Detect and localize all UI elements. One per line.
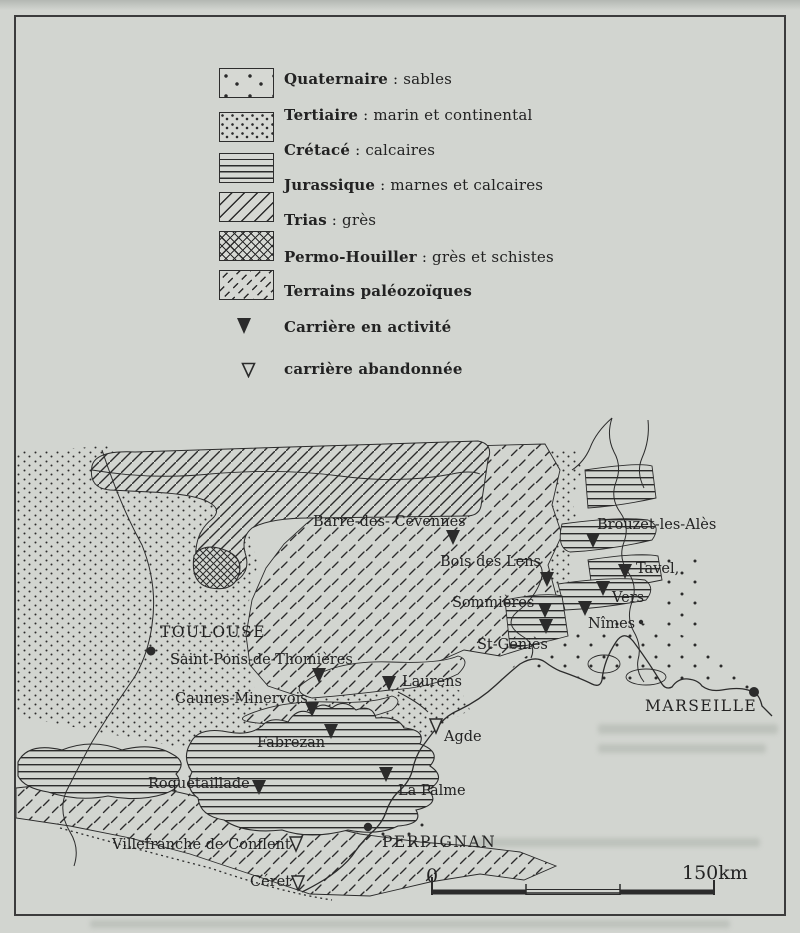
map-label-brouzet-les-ales: Brouzet-les-Alès: [597, 517, 717, 533]
legend-symbol-label: Carrière en activité: [284, 318, 452, 336]
legend-term: Permo-Houiller: [284, 248, 417, 266]
map-label-roquetaillade: Roquetaillade: [148, 776, 250, 792]
map-label-st-genies: St-Géniès: [477, 637, 548, 653]
legend-desc: : grès: [326, 211, 377, 229]
scale-max-label: 150km: [682, 862, 748, 884]
legend-term: Jurassique: [284, 176, 376, 194]
map-label-caunes-minervois: Caunes-Minervois: [175, 691, 308, 707]
scale-zero-label: 0: [426, 865, 439, 887]
legend-term: Crétacé: [284, 141, 351, 159]
map-label-villefranche-de-conflent: Villefranche de Conflent: [112, 837, 291, 853]
map-label-vers: Vers: [612, 590, 645, 606]
city-dot-perpignan: [364, 823, 372, 831]
map-label-bois-des-lens: Bois des Lens: [440, 554, 541, 570]
map-label-toulouse: TOULOUSE: [160, 623, 267, 641]
map-label-agde: Agde: [444, 729, 482, 745]
legend-desc: : sables: [388, 70, 453, 88]
legend-symbol-label: carrière abandonnée: [284, 360, 463, 378]
legend-term: Trias: [284, 211, 327, 229]
legend-term: Quaternaire: [284, 70, 389, 88]
map-label-laurens: Laurens: [402, 674, 462, 690]
map-label-marseille: MARSEILLE: [645, 697, 758, 715]
city-dot-nimes: [639, 620, 643, 624]
map-label-saint-pons-de-thomieres: Saint-Pons-de-Thomières: [170, 652, 353, 668]
legend-term: Terrains paléozoïques: [284, 282, 473, 300]
map-label-barre-des-cevennes: Barre-des- Cévennes: [313, 514, 466, 530]
map-label-perpignan: PERPIGNAN: [382, 833, 497, 851]
city-dot-toulouse: [147, 647, 156, 656]
legend-desc: : marin et continental: [358, 106, 533, 124]
map-label-ceret: Céret: [250, 874, 292, 890]
map-label-fabrezan: Fabrezan: [257, 735, 326, 751]
legend-desc: : marnes et calcaires: [375, 176, 544, 194]
legend-desc: : grès et schistes: [416, 248, 554, 266]
legend-term: Tertiaire: [284, 106, 359, 124]
map-label-tavel: Tavel,: [636, 561, 680, 577]
city-dot-marseille: [749, 687, 759, 697]
legend-desc: : calcaires: [350, 141, 436, 159]
map-label-nimes: Nîmes: [588, 616, 636, 632]
map-label-la-palme: La Palme: [398, 783, 466, 799]
map-label-sommieres: Sommières: [452, 595, 535, 611]
